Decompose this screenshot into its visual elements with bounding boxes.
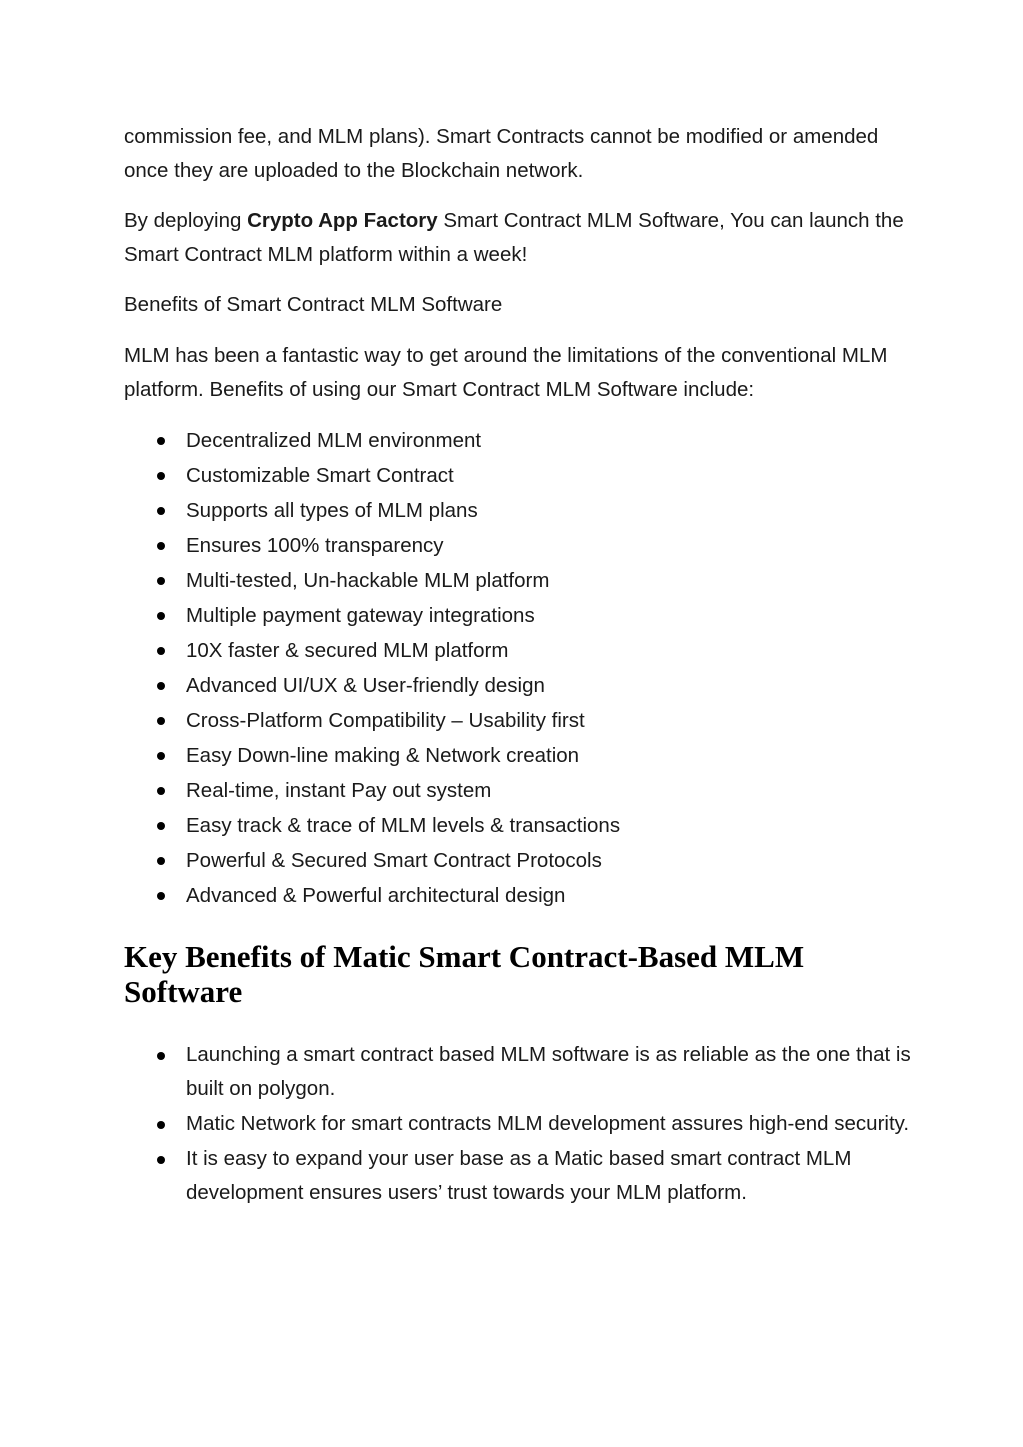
company-name: Crypto App Factory: [247, 209, 438, 232]
list-item: [124, 878, 914, 913]
bullet-icon: [157, 717, 165, 725]
bullet-icon: [157, 612, 165, 620]
list-item-text: Multi-tested, Un-hackable MLM platform: [186, 569, 550, 592]
list-item-text: Advanced UI/UX & User-friendly design: [186, 674, 545, 697]
benefits-list: [124, 423, 914, 913]
bullet-icon: [157, 577, 165, 585]
bullet-icon: [157, 1052, 165, 1060]
bullet-icon: [157, 437, 165, 445]
list-item: [124, 738, 914, 773]
list-item-text: Ensures 100% transparency: [186, 534, 444, 557]
list-item: [124, 633, 914, 668]
list-item: [124, 808, 914, 843]
list-item-text: Supports all types of MLM plans: [186, 499, 478, 522]
list-item: [124, 423, 914, 458]
bullet-icon: [157, 752, 165, 760]
list-item: [124, 493, 914, 528]
bullet-icon: [157, 472, 165, 480]
list-item: [124, 703, 914, 738]
list-item-text: Launching a smart contract based MLM software is as reliable as the one that is built on polygon.: [186, 1043, 911, 1100]
list-item-text: Easy track & trace of MLM levels & transactions: [186, 814, 621, 837]
list-item: [124, 1107, 914, 1141]
key-benefits-list: [124, 1038, 914, 1210]
intro-paragraph-2: [124, 204, 914, 272]
bullet-icon: [157, 542, 165, 550]
list-item: [124, 1038, 914, 1106]
intro-paragraph-2-prefix: By deploying: [124, 209, 248, 232]
section-heading: Key Benefits of Matic Smart Contract-Based MLM Software: [124, 939, 805, 1009]
list-item-text: It is easy to expand your user base as a Matic based smart contract MLM development ensures users’ trust towards your MLM platform.: [186, 1147, 852, 1204]
bullet-icon: [157, 507, 165, 515]
list-item-text: Customizable Smart Contract: [186, 464, 454, 487]
intro-paragraph-1: commission fee, and MLM plans). Smart Contracts cannot be modified or amended once they are uploaded to the Blockchain network.: [124, 125, 879, 182]
intro-paragraph-2-suffix: Smart Contract MLM Software, You can launch the Smart Contract MLM platform within a week!: [124, 209, 904, 266]
list-item: [124, 563, 914, 598]
list-item-text: Matic Network for smart contracts MLM development assures high-end security.: [186, 1112, 910, 1135]
list-item-text: Advanced & Powerful architectural design: [186, 884, 566, 907]
list-item-text: Multiple payment gateway integrations: [186, 604, 535, 627]
bullet-icon: [157, 857, 165, 865]
list-item: [124, 1142, 914, 1210]
list-item-text: Easy Down-line making & Network creation: [186, 744, 580, 767]
list-item: [124, 528, 914, 563]
bullet-icon: [157, 822, 165, 830]
bullet-icon: [157, 892, 165, 900]
list-item: [124, 668, 914, 703]
list-item-text: Powerful & Secured Smart Contract Protocols: [186, 849, 602, 872]
document-page: [124, 120, 914, 1211]
bullet-icon: [157, 1121, 165, 1129]
benefits-subheading: Benefits of Smart Contract MLM Software: [124, 293, 503, 316]
bullet-icon: [157, 647, 165, 655]
list-item: [124, 843, 914, 878]
list-item-text: Real-time, instant Pay out system: [186, 779, 492, 802]
list-item: [124, 598, 914, 633]
list-item: [124, 458, 914, 493]
list-item-text: Decentralized MLM environment: [186, 429, 482, 452]
bullet-icon: [157, 1156, 165, 1164]
list-item-text: Cross-Platform Compatibility – Usability first: [186, 709, 585, 732]
list-item: [124, 773, 914, 808]
list-item-text: 10X faster & secured MLM platform: [186, 639, 509, 662]
intro-paragraph-4: MLM has been a fantastic way to get around the limitations of the conventional MLM platform. Benefits of using our Smart Contract MLM Software include:: [124, 344, 888, 401]
bullet-icon: [157, 787, 165, 795]
bullet-icon: [157, 682, 165, 690]
